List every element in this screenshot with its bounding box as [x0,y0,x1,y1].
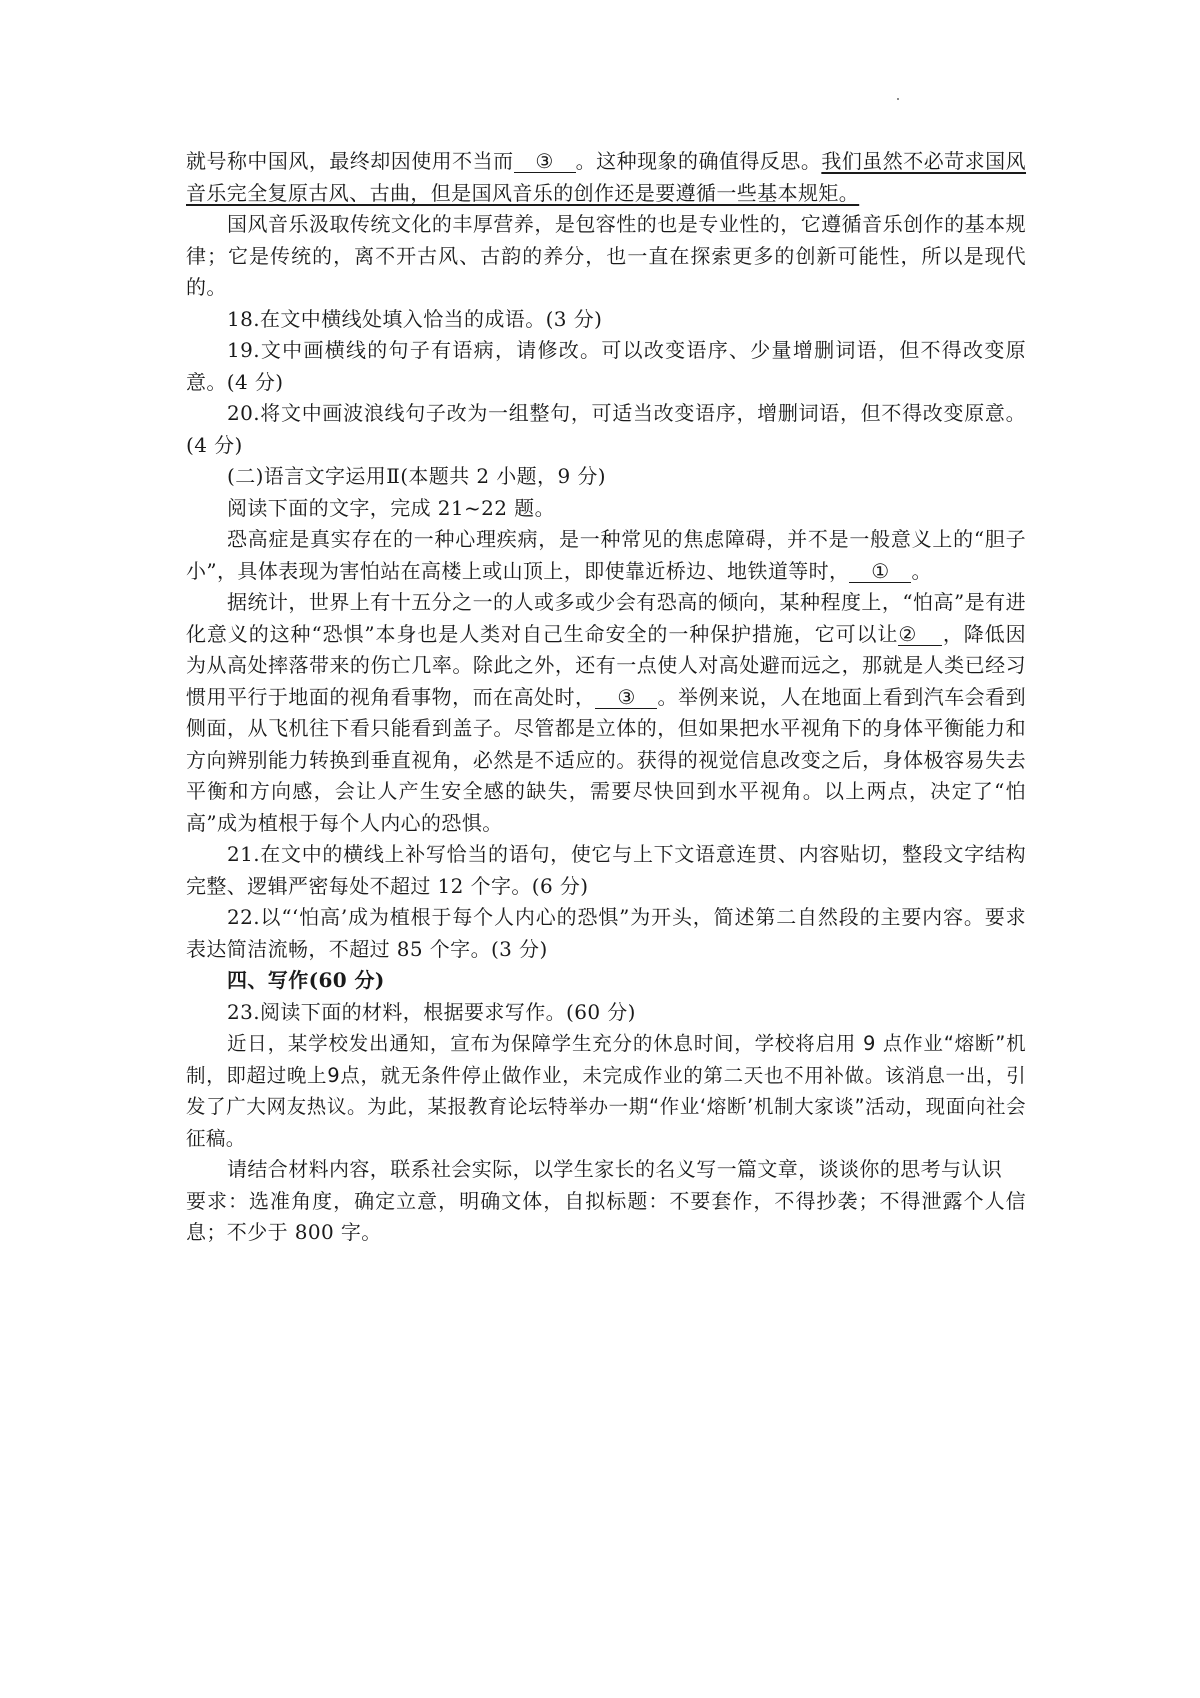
blank-1[interactable]: ① [849,560,911,583]
writing-material: 近日，某学校发出通知，宣布为保障学生充分的休息时间，学校将启用 9 点作业“熔断”机制，即超过晚上9点，就无条件停止做作业，未完成作业的第二天也不用补做。该消息一出，引发了广大网友热议。为此，某报教育论坛特举办一期“作业‘熔断’机制大家谈”活动，现面向社会征稿。 [186,1032,1026,1150]
fear2-text-b: ，降低因为从高处摔落带来的伤亡几率。除此之外，还有一点使人对高处避而远之，那就是人类已经习惯用平行于地面的视角看事物，而在高处时， [186,621,1026,709]
writing-task: 请结合材料内容，联系社会实际，以学生家长的名义写一篇文章，谈谈你的思考与认识 [227,1157,1003,1181]
exam-page [186,146,1026,1249]
question-23: 23.阅读下面的材料，根据要求写作。(60 分) [227,999,636,1024]
page-dot-mark [897,98,899,100]
fear1-text-b: 。 [911,558,932,583]
blank-3-intro[interactable]: ③ [514,150,576,173]
intro-text-a: 就号称中国风，最终却因使用不当而 [186,149,514,173]
question-19: 19.文中画横线的句子有语病，请修改。可以改变语序、少量增删词语，但不得改变原意。(4 分) [186,338,1026,394]
intro-paragraph [186,146,1026,209]
section-4-heading: 四、写作(60 分) [227,968,385,992]
question-22: 22.以“‘怕高’成为植根于每个人内心的恐惧”为开头，简述第二自然段的主要内容。要求表达简洁流畅，不超过 85 个字。(3 分) [186,905,1026,961]
fear1-text-a: 恐高症是真实存在的一种心理疾病，是一种常见的焦虑障碍，并不是一般意义上的“胆子小”，具体表现为害怕站在高楼上或山顶上，即使靠近桥边、地铁道等时， [186,527,1026,583]
question-18: 18.在文中横线处填入恰当的成语。(3 分) [227,306,603,331]
intro-text-b: 。这种现象的确值得反思。 [575,149,822,173]
fear2-text-a: 据统计，世界上有十五分之一的人或多或少会有恐高的倾向，某种程度上，“怕高”是有进化意义的这种“恐惧”本身也是人类对自己生命安全的一种保护措施，它可以让 [186,590,1026,646]
guofeng-paragraph: 国风音乐汲取传统文化的丰厚营养，是包容性的也是专业性的，它遵循音乐创作的基本规律；它是传统的，离不开古风、古韵的养分，也一直在探索更多的创新可能性，所以是现代的。 [186,212,1026,299]
fear-paragraph-2 [186,587,1026,839]
underlined-sentence: 我们虽然不必苛求国风音乐完全复原古风、古曲，但是国风音乐的创作还是要遵循一些基本规矩。 [186,149,1027,205]
section-2-instruction: 阅读下面的文字，完成 21~22 题。 [227,495,555,520]
question-21: 21.在文中的横线上补写恰当的语句，使它与上下文语意连贯、内容贴切，整段文字结构完整、逻辑严密每处不超过 12 个字。(6 分) [186,842,1026,898]
blank-2[interactable]: ② [898,623,942,646]
writing-requirements: 要求：选准角度，确定立意，明确文体，自拟标题：不要套作，不得抄袭；不得泄露个人信息；不少于 800 字。 [186,1188,1026,1244]
section-2-heading: (二)语言文字运用Ⅱ(本题共 2 小题，9 分) [227,464,606,488]
fear-paragraph-1 [186,524,1026,587]
fear2-text-c: 。举例来说，人在地面上看到汽车会看到侧面，从飞机往下看只能看到盖子。尽管都是立体的，但如果把水平视角下的身体平衡能力和方向辨别能力转换到垂直视角，必然是不适应的。获得的视觉信息改变之后，身体极容易失去平衡和方向感，会让人产生安全感的缺失，需要尽快回到水平视角。以上两点，决定了“怕高”成为植根于每个人内心的恐惧。 [186,684,1027,835]
blank-3[interactable]: ③ [595,686,657,709]
question-20: 20.将文中画波浪线句子改为一组整句，可适当改变语序，增删词语，但不得改变原意。(4 分) [186,401,1026,457]
